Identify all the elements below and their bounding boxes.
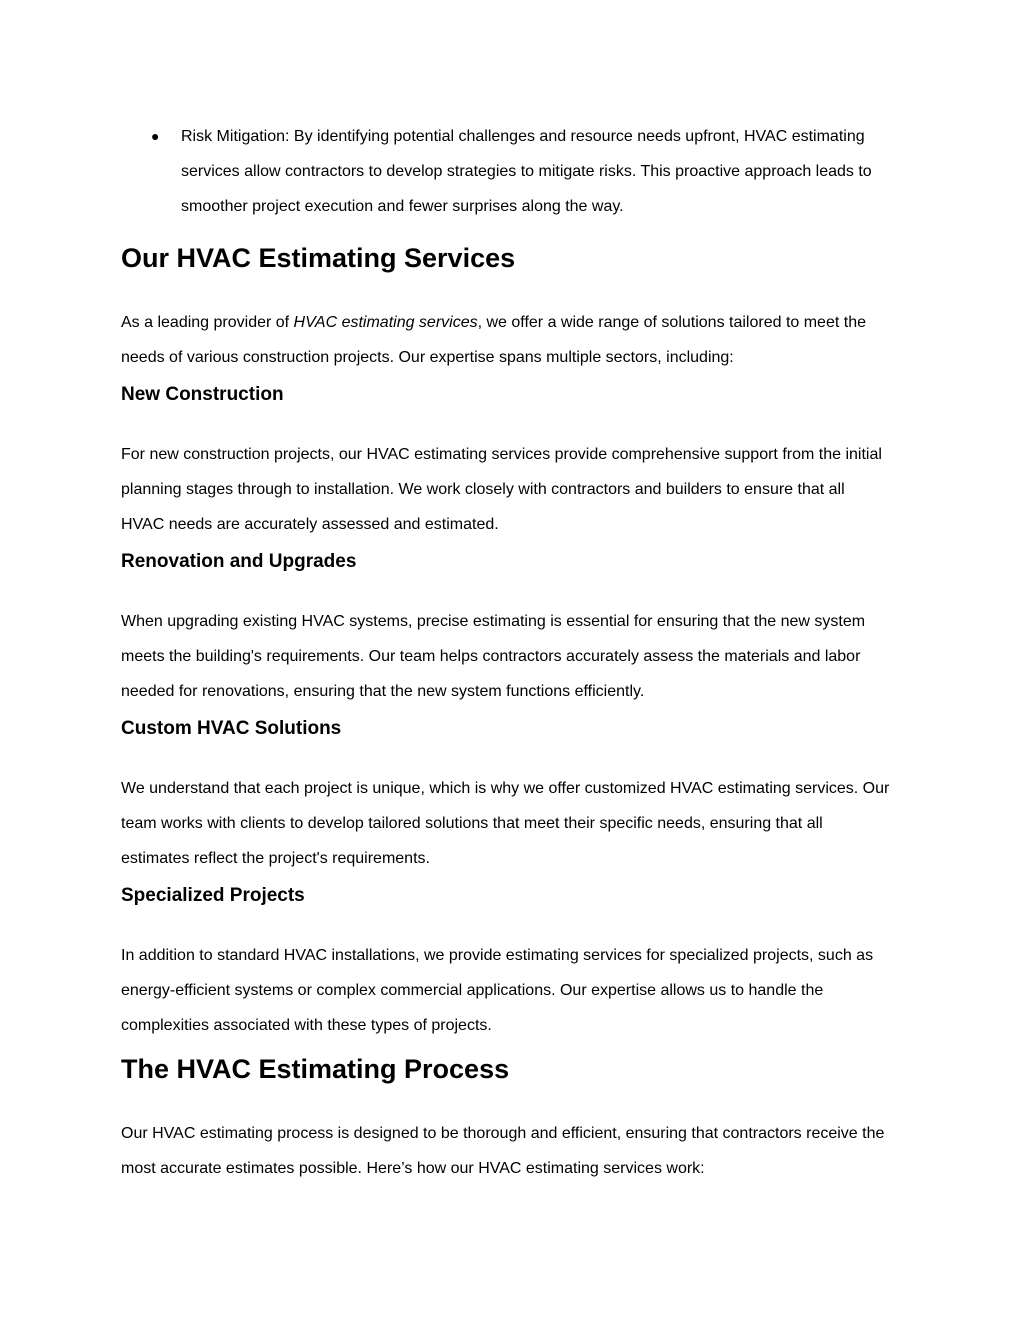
subsection-body-specialized: In addition to standard HVAC installations, we provide estimating services for specialized projects, such as energy-efficient systems or complex commercial applications. Our expertise allows us to handle the complexities associated with these types of projects. — [121, 947, 874, 1034]
subsection-body-new-construction: For new construction projects, our HVAC estimating services provide comprehensive support from the initial planning stages through to installation. We work closely with contractors and builders to ensure that all HVAC needs are accurately assessed and estimated. — [121, 446, 882, 533]
subsection-heading-new-construction: New Construction — [121, 384, 284, 405]
services-intro-italic-link: HVAC estimating services — [293, 314, 478, 331]
process-heading: The HVAC Estimating Process — [121, 1054, 510, 1084]
bullet-text: Risk Mitigation: By identifying potential challenges and resource needs upfront, HVAC estimating services allow contractors to develop strategies to mitigate risks. This proactive approach leads to smoother project execution and fewer surprises along the way. — [181, 128, 872, 215]
services-intro-after: , we offer a wide range of solutions tailored to meet the needs of various construction projects. Our expertise spans multiple sectors, including: — [121, 314, 866, 366]
subsection-body-custom: We understand that each project is unique, which is why we offer customized HVAC estimating services. Our team works with clients to develop tailored solutions that meet their specific needs, ensuring that all estimates reflect the project's requirements. — [121, 780, 890, 867]
process-intro: Our HVAC estimating process is designed to be thorough and efficient, ensuring that contractors receive the most accurate estimates possible. Here’s how our HVAC estimating services work: — [121, 1125, 885, 1177]
services-intro — [121, 305, 891, 375]
bullet-risk-mitigation — [121, 119, 891, 224]
subsection-heading-renovation: Renovation and Upgrades — [121, 551, 357, 572]
subsection-body-renovation: When upgrading existing HVAC systems, precise estimating is essential for ensuring that the new system meets the building's requirements. Our team helps contractors accurately assess the materials and labor needed for renovations, ensuring that the new system functions efficiently. — [121, 613, 866, 700]
bullet-dot-icon: ● — [151, 128, 160, 144]
services-heading: Our HVAC Estimating Services — [121, 243, 516, 273]
subsection-heading-specialized: Specialized Projects — [121, 885, 305, 906]
services-intro-before: As a leading provider of — [121, 314, 294, 331]
document-page — [121, 119, 891, 1186]
subsection-heading-custom: Custom HVAC Solutions — [121, 718, 342, 739]
